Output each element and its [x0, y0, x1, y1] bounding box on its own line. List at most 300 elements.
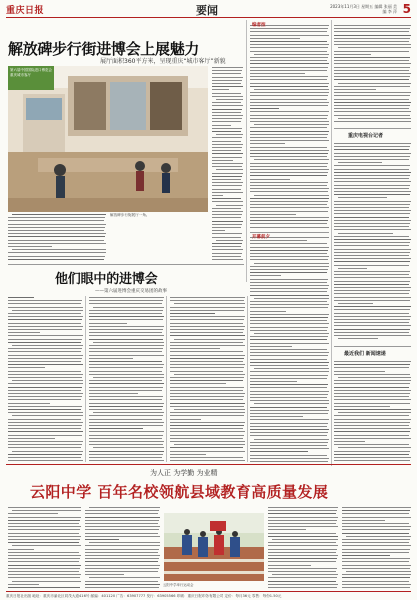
- body-text-line: [334, 226, 409, 227]
- body-text-line: [250, 250, 328, 251]
- body-text-line: [89, 374, 164, 375]
- body-text-line: [89, 399, 162, 400]
- body-text-line: [12, 249, 106, 250]
- sidebar-heading: 最近我们 新闻速递: [344, 351, 386, 357]
- body-text-line: [212, 150, 241, 151]
- body-text-line: [334, 277, 411, 278]
- body-text-line: [334, 156, 410, 157]
- body-text-line: [250, 304, 329, 305]
- body-text-line: [250, 445, 327, 446]
- body-text-line: [8, 307, 83, 308]
- body-text-line: [250, 259, 328, 260]
- body-text-line: [254, 195, 329, 196]
- body-text-line: [334, 143, 411, 144]
- body-text-line: [334, 258, 411, 259]
- body-text-line: [89, 326, 164, 327]
- body-text-line: [212, 147, 242, 148]
- body-text-line: [212, 77, 243, 78]
- body-text-line: [8, 438, 55, 439]
- body-text-line: [250, 185, 327, 186]
- body-text-line: [212, 160, 233, 161]
- body-text-line: [212, 256, 241, 257]
- body-text-line: [212, 201, 243, 202]
- body-text-line: [85, 581, 158, 582]
- body-text-line: [212, 211, 243, 212]
- body-text-line: [212, 80, 242, 81]
- body-text-line: [250, 375, 328, 376]
- body-text-line: [8, 374, 83, 375]
- body-text-line: [250, 291, 327, 292]
- body-text-line: [250, 355, 328, 356]
- body-text-line: [212, 73, 241, 74]
- body-text-line: [8, 529, 80, 530]
- body-text-line: [212, 128, 242, 129]
- body-text-line: [334, 422, 410, 423]
- body-text-line: [250, 407, 327, 408]
- body-text-line: [89, 297, 164, 298]
- body-text-line: [212, 86, 243, 87]
- body-text-line: [334, 399, 411, 400]
- body-text-line: [250, 448, 329, 449]
- body-text-line: [334, 44, 411, 45]
- body-text-line: [89, 383, 164, 384]
- body-text-line: [170, 332, 243, 333]
- body-text-line: [334, 383, 410, 384]
- body-text-line: [8, 252, 106, 253]
- body-text-line: [268, 568, 337, 569]
- body-text-line: [250, 295, 329, 296]
- body-text-line: [268, 571, 336, 572]
- body-text-line: [342, 568, 410, 569]
- body-text-line: [334, 451, 410, 452]
- body-text-line: [89, 332, 162, 333]
- body-text-line: [212, 163, 243, 164]
- body-text-line: [250, 60, 327, 61]
- body-text-line: [334, 86, 410, 87]
- body-text-line: [170, 358, 244, 359]
- body-text-line: [8, 332, 40, 333]
- body-text-line: [12, 415, 83, 416]
- body-text-line: [85, 513, 158, 514]
- article-text-block: [8, 296, 83, 462]
- headline-secondary: 他们眼中的进博会: [55, 272, 158, 287]
- body-text-line: [250, 137, 327, 138]
- body-text-line: [250, 256, 329, 257]
- body-text-line: [212, 182, 243, 183]
- body-text-line: [89, 435, 163, 436]
- sidebar-heading: 重庆电视台记者: [348, 133, 384, 139]
- body-text-line: [268, 526, 338, 527]
- body-text-line: [268, 587, 337, 588]
- body-text-line: [8, 539, 80, 540]
- body-text-line: [170, 390, 243, 391]
- body-text-line: [89, 380, 162, 381]
- body-text-line: [342, 549, 410, 550]
- body-text-line: [8, 441, 83, 442]
- body-text-line: [250, 320, 327, 321]
- body-text-line: [334, 121, 411, 122]
- body-text-line: [8, 447, 81, 448]
- body-text-line: [250, 336, 328, 337]
- body-text-line: [89, 348, 163, 349]
- body-text-line: [334, 70, 409, 71]
- body-text-line: [8, 399, 81, 400]
- body-text-line: [8, 323, 81, 324]
- body-text-line: [346, 536, 411, 537]
- body-text-line: [250, 378, 327, 379]
- body-text-line: [170, 447, 243, 448]
- page-number: 5: [402, 2, 411, 16]
- body-text-line: [268, 542, 336, 543]
- body-text-line: [334, 444, 409, 445]
- body-text-line: [334, 454, 409, 455]
- body-text-line: [212, 179, 241, 180]
- body-text-line: [170, 367, 244, 368]
- body-text-line: [250, 288, 328, 289]
- body-text-line: [334, 460, 410, 461]
- body-text-line: [12, 345, 83, 346]
- article-text-block: [85, 506, 160, 589]
- body-text-line: [334, 300, 410, 301]
- body-text-line: [250, 63, 329, 64]
- body-text-line: [8, 390, 81, 391]
- body-text-line: [338, 83, 411, 84]
- body-text-line: [212, 131, 241, 132]
- body-text-line: [342, 507, 411, 508]
- body-text-line: [250, 314, 329, 315]
- body-text-line: [268, 565, 311, 566]
- body-text-line: [212, 173, 243, 174]
- body-text-line: [212, 141, 241, 142]
- body-text-line: [250, 435, 327, 436]
- article-text-block: [334, 24, 411, 124]
- body-text-line: [212, 259, 243, 260]
- body-text-line: [89, 542, 160, 543]
- photo-caption: 解放碑步行街展厅一角。: [110, 213, 150, 217]
- body-text-line: [170, 441, 245, 442]
- body-text-line: [250, 67, 328, 68]
- body-text-line: [212, 109, 242, 110]
- body-text-line: [170, 335, 245, 336]
- body-text-line: [8, 329, 82, 330]
- body-text-line: [250, 76, 328, 77]
- body-text-line: [8, 517, 81, 518]
- body-text-line: [334, 457, 411, 458]
- body-text-line: [250, 169, 329, 170]
- body-text-line: [334, 249, 411, 250]
- article-text-block: [170, 296, 245, 462]
- body-text-line: [85, 555, 160, 556]
- body-text-line: [8, 403, 50, 404]
- body-text-line: [212, 83, 241, 84]
- body-text-line: [268, 549, 337, 550]
- body-text-line: [170, 310, 244, 311]
- body-text-line: [250, 131, 329, 132]
- body-text-line: [170, 403, 245, 404]
- body-text-line: [170, 316, 245, 317]
- body-text-line: [250, 381, 297, 382]
- body-text-line: [268, 552, 336, 553]
- body-text-line: [170, 348, 220, 349]
- body-text-line: [89, 329, 163, 330]
- body-text-line: [334, 175, 410, 176]
- body-text-line: [334, 293, 409, 294]
- body-text-line: [338, 162, 382, 163]
- body-text-line: [334, 89, 376, 90]
- body-text-line: [334, 172, 411, 173]
- body-text-line: [334, 92, 411, 93]
- body-text-line: [8, 236, 105, 237]
- body-text-line: [342, 517, 411, 518]
- body-text-line: [250, 416, 303, 417]
- body-text-line: [89, 313, 162, 314]
- body-text-line: [250, 301, 327, 302]
- body-text-line: [8, 335, 83, 336]
- body-text-line: [268, 520, 337, 521]
- body-text-line: [170, 422, 245, 423]
- body-text-line: [346, 571, 411, 572]
- body-text-line: [334, 153, 411, 154]
- body-text-line: [89, 393, 138, 394]
- body-text-line: [250, 426, 327, 427]
- body-text-line: [8, 428, 81, 429]
- body-text-line: [268, 507, 338, 508]
- body-text-line: [342, 520, 385, 521]
- body-text-line: [212, 249, 243, 250]
- body-text-line: [338, 412, 411, 413]
- body-text-line: [338, 377, 411, 378]
- body-text-line: [85, 517, 160, 518]
- body-text-line: [216, 134, 243, 135]
- body-text-line: [334, 236, 409, 237]
- body-text-line: [250, 188, 329, 189]
- body-text-line: [89, 425, 163, 426]
- body-text-line: [334, 428, 411, 429]
- body-text-line: [170, 431, 245, 432]
- body-text-line: [170, 399, 243, 400]
- article-text-block: [8, 506, 81, 589]
- body-text-line: [93, 307, 164, 308]
- body-text-line: [89, 431, 164, 432]
- body-text-line: [89, 454, 163, 455]
- body-text-line: [89, 364, 164, 365]
- body-text-line: [212, 118, 242, 119]
- body-text-line: [8, 387, 82, 388]
- body-text-line: [250, 47, 328, 48]
- body-text-line: [8, 227, 105, 228]
- body-text-line: [8, 246, 52, 247]
- body-text-line: [334, 204, 410, 205]
- body-text-line: [93, 377, 164, 378]
- body-text-line: [268, 533, 336, 534]
- body-text-line: [250, 307, 328, 308]
- body-text-line: [8, 520, 80, 521]
- body-text-line: [342, 510, 410, 511]
- body-text-line: [334, 51, 409, 52]
- body-text-line: [89, 444, 163, 445]
- body-text-line: [338, 118, 411, 119]
- body-text-line: [250, 102, 329, 103]
- body-text-line: [89, 303, 162, 304]
- body-text-line: [250, 95, 328, 96]
- body-text-line: [212, 233, 242, 234]
- body-text-line: [334, 271, 410, 272]
- body-text-line: [170, 313, 215, 314]
- body-text-line: [342, 539, 410, 540]
- body-text-line: [8, 367, 45, 368]
- body-text-line: [8, 297, 34, 298]
- body-text-line: [268, 555, 338, 556]
- body-text-line: [8, 339, 82, 340]
- body-text-line: [8, 561, 79, 562]
- body-text-line: [170, 380, 243, 381]
- headline-school: 云阳中学 百年名校领航县域教育高质量发展: [30, 483, 329, 501]
- body-text-line: [250, 163, 328, 164]
- body-text-line: [8, 542, 79, 543]
- body-text-line: [334, 76, 410, 77]
- body-text-line: [334, 252, 410, 253]
- body-text-line: [8, 558, 80, 559]
- body-text-line: [89, 358, 133, 359]
- body-text-line: [212, 227, 241, 228]
- body-text-line: [170, 438, 243, 439]
- body-text-line: [89, 396, 163, 397]
- box-label: 开幕前夕: [252, 235, 270, 240]
- body-text-line: [8, 319, 82, 320]
- body-text-line: [250, 455, 327, 456]
- body-text-line: [85, 545, 160, 546]
- body-text-line: [250, 31, 327, 32]
- body-text-line: [250, 432, 328, 433]
- body-text-line: [89, 390, 162, 391]
- body-text-line: [250, 419, 329, 420]
- body-text-line: [250, 214, 296, 215]
- body-text-line: [85, 584, 160, 585]
- body-text-line: [12, 451, 83, 452]
- article-text-block: [334, 360, 411, 462]
- body-text-line: [250, 41, 327, 42]
- body-text-line: [8, 383, 83, 384]
- body-text-line: [85, 523, 158, 524]
- body-text-line: [334, 25, 411, 26]
- body-text-line: [250, 384, 328, 385]
- subheadline-main: 展厅面积360平方米，呈现重庆“城市客厅”新貌: [100, 58, 226, 65]
- body-text-line: [170, 428, 243, 429]
- body-text-line: [334, 178, 409, 179]
- body-text-line: [8, 243, 106, 244]
- body-text-line: [334, 325, 411, 326]
- body-text-line: [334, 54, 371, 55]
- newspaper-name: 重庆日报: [6, 6, 45, 16]
- body-text-line: [268, 561, 336, 562]
- body-text-line: [89, 507, 160, 508]
- body-text-line: [85, 536, 160, 537]
- body-text-line: [250, 243, 327, 244]
- body-text-line: [334, 332, 409, 333]
- body-text-line: [250, 349, 327, 350]
- body-text-line: [250, 211, 328, 212]
- article-text-block: [342, 506, 411, 589]
- school-sports-photo: [164, 513, 264, 581]
- body-text-line: [250, 394, 328, 395]
- body-text-line: [334, 290, 410, 291]
- body-text-line: [8, 313, 81, 314]
- body-text-line: [8, 444, 82, 445]
- body-text-line: [12, 545, 81, 546]
- body-text-line: [250, 266, 329, 267]
- body-text-line: [250, 423, 328, 424]
- body-text-line: [334, 229, 411, 230]
- body-text-line: [170, 415, 244, 416]
- body-text-line: [334, 284, 409, 285]
- body-text-line: [85, 587, 159, 588]
- body-text-line: [250, 339, 327, 340]
- body-text-line: [8, 571, 79, 572]
- body-text-line: [250, 121, 329, 122]
- body-text-line: [334, 185, 410, 186]
- body-text-line: [338, 47, 411, 48]
- body-text-line: [8, 435, 82, 436]
- body-text-line: [8, 457, 81, 458]
- body-text-line: [89, 367, 163, 368]
- body-text-line: [334, 281, 410, 282]
- body-text-line: [338, 197, 387, 198]
- body-text-line: [250, 269, 328, 270]
- body-text-line: [250, 442, 328, 443]
- body-text-line: [212, 221, 243, 222]
- body-text-line: [334, 316, 411, 317]
- body-text-line: [334, 191, 411, 192]
- body-text-line: [334, 274, 409, 275]
- body-text-line: [338, 303, 373, 304]
- body-text-line: [170, 355, 245, 356]
- body-text-line: [85, 574, 124, 575]
- body-text-line: [12, 581, 81, 582]
- body-text-line: [212, 246, 241, 247]
- body-text-line: [93, 447, 164, 448]
- body-text-line: [250, 191, 328, 192]
- article-text-block: [334, 142, 411, 342]
- body-text-line: [250, 223, 327, 224]
- body-text-line: [212, 157, 242, 158]
- body-text-line: [8, 377, 82, 378]
- body-text-line: [212, 115, 243, 116]
- body-text-line: [8, 536, 81, 537]
- body-text-line: [250, 397, 327, 398]
- section-divider: [334, 128, 411, 129]
- body-text-line: [254, 439, 329, 440]
- body-text-line: [334, 67, 410, 68]
- body-text-line: [89, 300, 163, 301]
- body-text-line: [170, 425, 244, 426]
- body-text-line: [212, 176, 242, 177]
- body-text-line: [8, 326, 83, 327]
- article-text-block: [268, 506, 338, 589]
- body-text-line: [212, 96, 243, 97]
- body-text-line: [89, 310, 163, 311]
- body-text-line: [216, 169, 243, 170]
- body-text-line: [174, 444, 245, 445]
- body-text-line: [250, 247, 329, 248]
- body-text-line: [334, 35, 411, 36]
- body-text-line: [334, 188, 409, 189]
- body-text-line: [334, 419, 411, 420]
- body-text-line: [334, 367, 409, 368]
- body-text-line: [268, 529, 306, 530]
- body-text-line: [170, 460, 245, 461]
- body-text-line: [250, 28, 328, 29]
- section-title: 要闻: [196, 4, 218, 17]
